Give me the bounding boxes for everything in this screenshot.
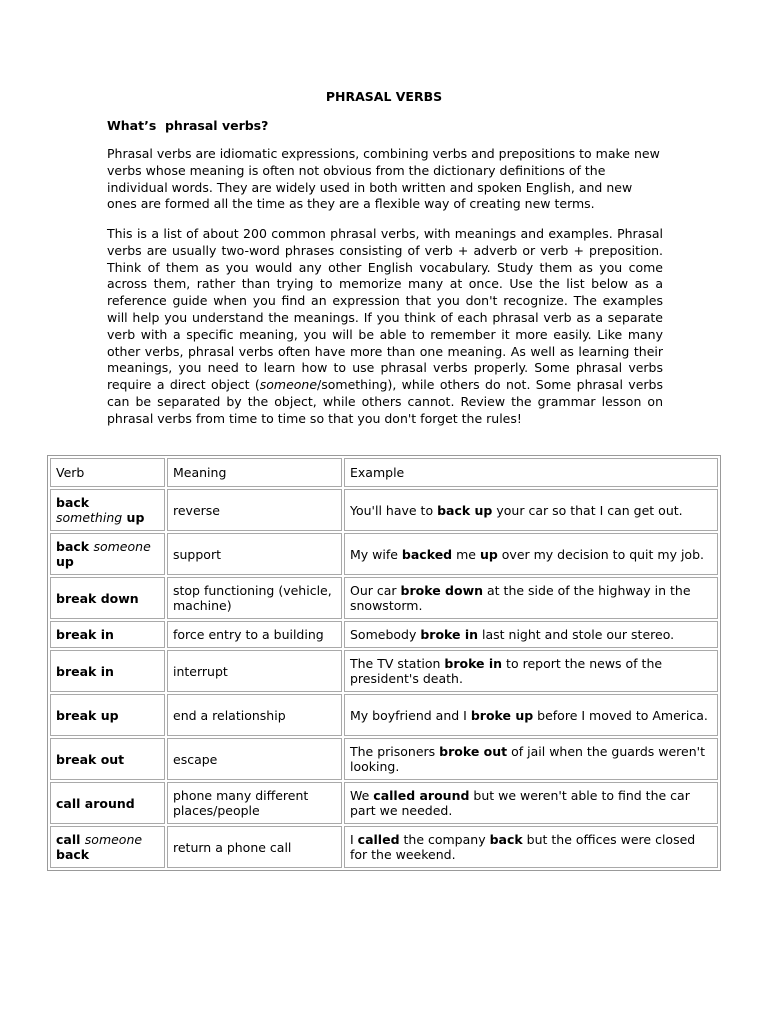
verb-cell — [50, 533, 165, 575]
example-segment: Somebody — [350, 627, 421, 642]
example-segment: to report the news of the president's death. — [350, 656, 663, 686]
verb-cell — [50, 782, 165, 824]
example-segment: called — [357, 832, 400, 847]
table-row — [50, 489, 718, 531]
example-segment: broke down — [400, 583, 484, 598]
verb-segment: break in — [56, 627, 114, 642]
example-segment: You'll have to — [350, 502, 438, 518]
example-cell — [344, 650, 718, 692]
header-example: Example — [344, 458, 718, 487]
example-segment: but we weren't able to find the car part we needed. — [350, 788, 690, 818]
verb-segment: call around — [56, 795, 135, 811]
meaning-cell: force entry to a building — [167, 621, 342, 648]
section-heading: What’s phrasal verbs? — [107, 118, 269, 133]
example-cell — [344, 577, 718, 619]
table-row — [50, 533, 718, 575]
example-cell — [344, 694, 718, 736]
para-text: /something), while others do not. Some phrasal verbs can be separated by the object, while others cannot. Review the grammar lesson on phrasal verbs from time to time so that you don't forget the rules! — [107, 377, 663, 426]
verb-segment: someone — [84, 832, 143, 847]
example-segment: broke in — [444, 656, 503, 671]
verb-segment: back — [56, 539, 94, 554]
example-segment: your car so that I can get out. — [492, 502, 683, 518]
meaning-cell: support — [167, 533, 342, 575]
table-row — [50, 694, 718, 736]
example-cell — [344, 826, 718, 868]
verb-segment: break in — [56, 663, 114, 679]
verb-segment: back — [56, 495, 90, 510]
meaning-cell: escape — [167, 738, 342, 780]
example-segment: The TV station — [350, 656, 445, 671]
document-title: PHRASAL VERBS — [325, 89, 443, 104]
table-row — [50, 738, 718, 780]
para-text: This is a list of about 200 common phrasal verbs, with meanings and examples. Phrasal verbs are usually two-word phrases consisting of verb + adverb or verb + preposition. Think of them as you would any other English vocabulary. Study them as you come across them, rather than trying to memorize many at once. Use the list below as a reference guide when you find an expression that you don't recognize. The examples will help you understand the meanings. If you think of each phrasal verb as a separate verb with a specific meaning, you will be able to remember it more easily. Like many other verbs, phrasal verbs often have more than one meaning. As well as learning their meanings, you need to learn how to use phrasal verbs properly. Some phrasal verbs require a direct object ( — [107, 226, 663, 393]
verb-segment: break out — [56, 751, 125, 767]
example-segment: broke out — [439, 744, 508, 759]
example-segment: Our car — [350, 583, 401, 598]
example-segment: We — [350, 788, 374, 803]
table-row — [50, 621, 718, 648]
verb-segment: back — [56, 847, 90, 862]
example-segment: at the side of the highway in the snowstorm. — [350, 583, 691, 613]
example-segment: broke up — [470, 707, 534, 723]
example-segment: called around — [373, 788, 470, 803]
verb-segment: someone — [93, 539, 151, 554]
meaning-cell: reverse — [167, 489, 342, 531]
verb-cell — [50, 489, 165, 531]
example-cell — [344, 782, 718, 824]
example-segment: but the offices were closed for the weekend. — [350, 832, 696, 862]
meaning-cell: phone many different places/people — [167, 782, 342, 824]
phrasal-verbs-table — [47, 455, 721, 871]
para-italic-text: someone — [259, 377, 318, 393]
table-row — [50, 782, 718, 824]
verb-cell — [50, 738, 165, 780]
example-segment: me — [452, 546, 480, 562]
meaning-cell: stop functioning (vehicle, machine) — [167, 577, 342, 619]
list-description-paragraph — [107, 226, 663, 428]
verb-segment: something — [56, 510, 123, 525]
verb-segment: up — [122, 510, 145, 525]
header-meaning: Meaning — [167, 458, 342, 487]
example-segment: of jail when the guards weren't looking. — [350, 744, 705, 774]
example-segment: up — [479, 546, 498, 562]
table-row — [50, 826, 718, 868]
verb-segment: call — [56, 832, 85, 847]
table-row — [50, 650, 718, 692]
verb-cell — [50, 826, 165, 868]
verb-cell — [50, 650, 165, 692]
verb-segment: up — [56, 554, 74, 569]
verb-segment: break down — [56, 590, 139, 606]
example-segment: The prisoners — [350, 744, 440, 759]
example-segment: back up — [437, 502, 493, 518]
example-segment: broke in — [420, 627, 479, 642]
example-cell — [344, 738, 718, 780]
table-header-row — [50, 458, 718, 487]
intro-paragraph: Phrasal verbs are idiomatic expressions, combining verbs and prepositions to make new verbs whose meaning is often not obvious from the dictionary definitions of the individual words. They are widely used in both written and spoken English, and new ones are formed all the time as they are a flexible way of creating new terms. — [107, 146, 660, 212]
example-segment: My boyfriend and I — [350, 707, 471, 723]
meaning-cell: return a phone call — [167, 826, 342, 868]
example-cell — [344, 621, 718, 648]
verb-cell — [50, 621, 165, 648]
example-cell — [344, 533, 718, 575]
example-segment: My wife — [350, 546, 402, 562]
verb-cell — [50, 694, 165, 736]
example-segment: backed — [401, 546, 453, 562]
example-segment: the company — [399, 832, 490, 847]
verb-cell — [50, 577, 165, 619]
meaning-cell: interrupt — [167, 650, 342, 692]
header-verb: Verb — [50, 458, 165, 487]
table-row — [50, 577, 718, 619]
verb-segment: break up — [56, 707, 119, 723]
example-cell — [344, 489, 718, 531]
example-segment: before I moved to America. — [533, 707, 708, 723]
example-segment: back — [489, 832, 523, 847]
example-segment: I — [350, 832, 358, 847]
meaning-cell: end a relationship — [167, 694, 342, 736]
example-segment: last night and stole our stereo. — [478, 627, 675, 642]
example-segment: over my decision to quit my job. — [497, 546, 704, 562]
